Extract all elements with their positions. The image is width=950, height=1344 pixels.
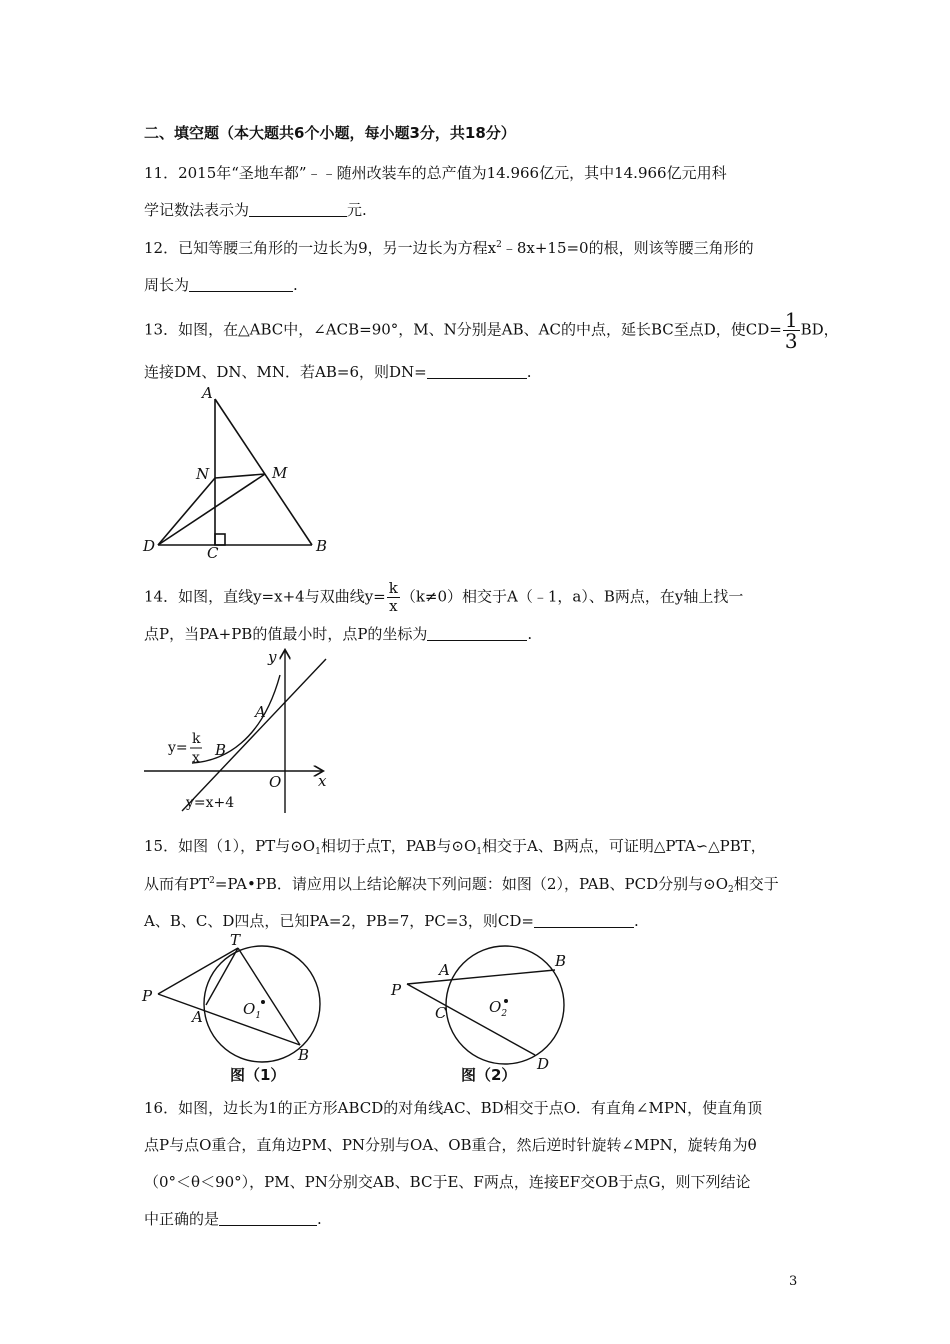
hyperbola-curve xyxy=(192,675,280,763)
q12-text-b: ﹣8x+15=0的根，则该等腰三角形的 xyxy=(501,239,754,257)
line-DN xyxy=(158,478,215,545)
label-C: C xyxy=(435,1004,447,1022)
q12-answer-blank[interactable] xyxy=(189,276,293,292)
q13-text-a: 13．如图，在△ABC中，∠ACB=90°，M、N分别是AB、AC的中点，延长BC至点D，使CD= xyxy=(144,320,782,339)
fig1-caption: 图（1） xyxy=(230,1066,286,1084)
q14-graph-figure xyxy=(144,645,334,815)
secant-PCD xyxy=(407,984,535,1055)
q15-text-h: . xyxy=(634,912,639,930)
q16-line1: 16．如图，边长为1的正方形ABCD的对角线AC、BD相交于点O．有直角∠MPN，使直角顶 xyxy=(144,1099,763,1117)
curve-label-prefix: y= xyxy=(168,740,188,756)
q12-line1 xyxy=(144,237,754,258)
label-y-axis: y xyxy=(268,648,277,666)
label-P: P xyxy=(142,987,153,1005)
q15-figure-1 xyxy=(140,932,340,1092)
q11-line2 xyxy=(144,199,367,220)
q15-figure-2 xyxy=(385,932,585,1092)
secant-PAB xyxy=(407,970,555,984)
q11-answer-blank[interactable] xyxy=(249,201,347,217)
label-P: P xyxy=(391,981,402,999)
q13-answer-blank[interactable] xyxy=(427,363,527,379)
line-label: y=x+4 xyxy=(186,795,235,811)
q15-text-d: 从而有PT xyxy=(144,875,210,893)
q15-line3 xyxy=(144,910,639,931)
q15-sub2: 1 xyxy=(476,847,483,857)
q16-answer-blank[interactable] xyxy=(219,1210,317,1226)
q12-text-d: . xyxy=(293,276,298,294)
q14-line2 xyxy=(144,623,532,644)
q15-text-a: 15．如图（1），PT与⊙O xyxy=(144,837,316,855)
label-C: C xyxy=(207,544,219,562)
q15-text-e: =PA•PB．请应用以上结论解决下列问题：如图（2），PAB、PCD分别与⊙O xyxy=(214,875,729,893)
q14-text-d: . xyxy=(527,625,533,643)
page-number: 3 xyxy=(789,1274,798,1289)
q15-line2 xyxy=(144,873,779,895)
label-B: B xyxy=(215,741,227,759)
q14-text-c: 点P，当PA+PB的值最小时，点P的坐标为 xyxy=(144,625,428,643)
line-AB xyxy=(215,399,312,545)
q15-answer-blank[interactable] xyxy=(534,912,634,928)
q11-text-b: 元. xyxy=(347,201,367,219)
q14-fraction xyxy=(387,580,400,615)
q12-superscript: 2 xyxy=(496,240,502,250)
line-y-x-plus-4 xyxy=(182,659,326,811)
q16-line4 xyxy=(144,1208,322,1229)
curve-label-den: x xyxy=(192,750,200,766)
q13-triangle-figure xyxy=(140,385,340,560)
label-O-sub: 2 xyxy=(501,1009,508,1019)
label-O-sub: 1 xyxy=(255,1011,262,1021)
line-NM xyxy=(215,474,265,478)
q14-line1 xyxy=(144,580,743,615)
label-A: A xyxy=(192,1008,203,1026)
q12-line2 xyxy=(144,274,298,295)
label-D: D xyxy=(143,537,156,555)
q15-sub3: 2 xyxy=(728,885,734,895)
line-DM xyxy=(158,474,265,545)
label-A: A xyxy=(202,384,213,402)
q11-line1: 11．2015年“圣地车都”﹣﹣随州改装车的总产值为14.966亿元，其中14.966亿元用科 xyxy=(144,164,727,182)
q13-text-c: 连接DM、DN、MN．若AB=6，则DN= xyxy=(144,363,427,381)
label-N: N xyxy=(196,465,210,483)
label-T: T xyxy=(230,931,241,949)
q15-text-b: 相切于点T，PAB与⊙O xyxy=(320,837,477,855)
q13-fraction xyxy=(783,310,800,351)
q13-line1 xyxy=(144,310,839,351)
fig2-caption: 图（2） xyxy=(461,1066,517,1084)
label-M: M xyxy=(272,464,288,482)
q12-text-a: 12．已知等腰三角形的一边长为9，另一边长为方程x xyxy=(144,239,497,257)
q16-text-b: . xyxy=(317,1210,322,1228)
q14-text-a: 14．如图，直线y=x+4与双曲线y= xyxy=(144,587,386,606)
q13-text-d: . xyxy=(526,363,532,381)
q14-text-b: （k≠0）相交于A（﹣1，a）、B两点，在y轴上找一 xyxy=(400,587,744,606)
q14-answer-blank[interactable] xyxy=(427,625,527,641)
q15-text-g: A、B、C、D四点，已知PA=2，PB=7，PC=3，则CD= xyxy=(144,912,535,930)
q13-text-b: BD， xyxy=(800,320,839,339)
label-A: A xyxy=(439,961,450,979)
q15-text-c: 相交于A、B两点，可证明△PTA∽△PBT， xyxy=(482,837,766,855)
secant-PAB xyxy=(158,994,300,1045)
q14-frac-num: k xyxy=(388,579,398,597)
q13-line2 xyxy=(144,361,532,382)
q13-frac-num: 1 xyxy=(784,308,798,332)
q16-line3: （0°＜θ＜90°），PM、PN分别交AB、BC于E、F两点，连接EF交OB于点G，则下列结论 xyxy=(144,1173,751,1191)
q12-text-c: 周长为 xyxy=(144,276,190,294)
q14-frac-den: x xyxy=(389,597,398,615)
label-B: B xyxy=(555,952,567,970)
circle-O2 xyxy=(446,946,567,1064)
label-O-letter: O xyxy=(243,1000,256,1018)
q16-line2: 点P与点O重合，直角边PM、PN分别与OA、OB重合，然后逆时针旋转∠MPN，旋转角为θ xyxy=(144,1136,757,1154)
tangent-PT xyxy=(158,948,238,994)
q15-line1 xyxy=(144,835,766,857)
circle-O1 xyxy=(204,946,320,1062)
label-x-axis: x xyxy=(318,772,327,790)
label-D: D xyxy=(537,1055,550,1073)
label-B: B xyxy=(316,537,328,555)
label-O xyxy=(243,1000,261,1021)
q15-text-f: 相交于 xyxy=(733,875,779,893)
q15-sub1: 1 xyxy=(315,847,321,857)
section-heading: 二、填空题（本大题共6个小题，每小题3分，共18分） xyxy=(144,124,516,142)
q15-sup: 2 xyxy=(209,876,215,886)
q13-frac-den: 3 xyxy=(784,329,798,353)
center-O2 xyxy=(504,999,508,1003)
center-O1 xyxy=(261,1000,265,1004)
chord-TB xyxy=(238,948,300,1045)
q16-text-a: 中正确的是 xyxy=(144,1210,220,1228)
label-A: A xyxy=(255,703,266,721)
label-O-letter: O xyxy=(489,998,502,1016)
label-B: B xyxy=(298,1046,310,1064)
curve-label-num: k xyxy=(192,731,201,747)
label-O: O xyxy=(269,773,282,791)
q11-text-a: 学记数法表示为 xyxy=(144,201,250,219)
